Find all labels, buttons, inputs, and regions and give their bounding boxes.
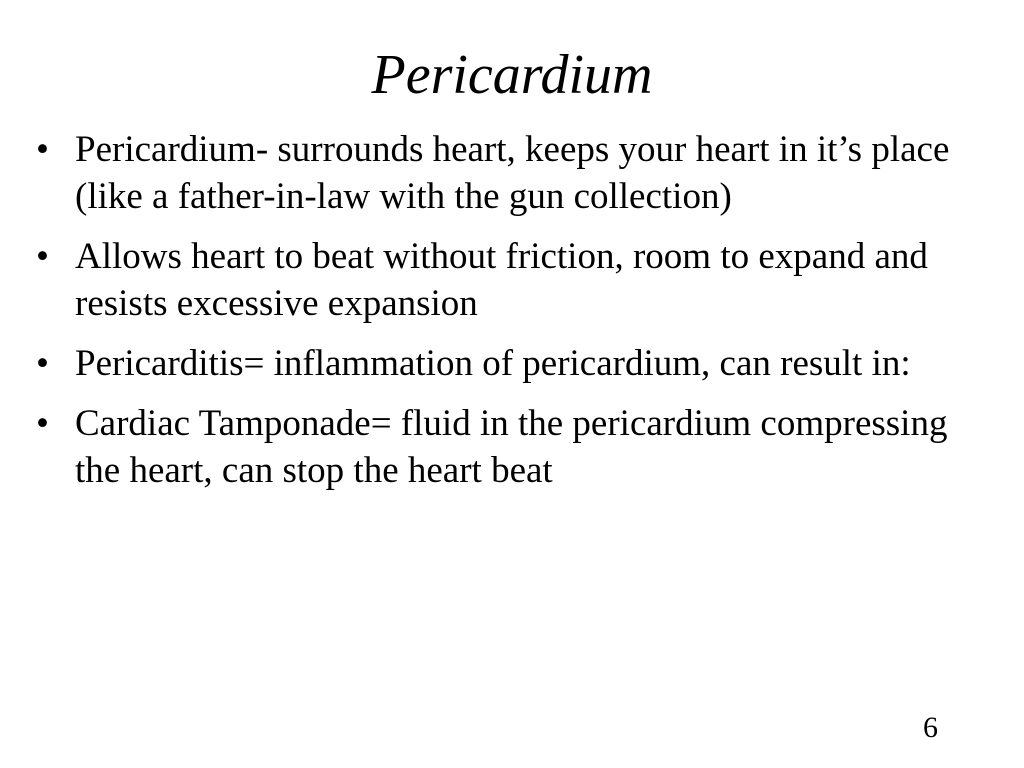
bullet-text: Pericardium- surrounds heart, keeps your heart in it’s place (like a father-in-law with the gun collection) bbox=[75, 129, 950, 217]
page-number: 6 bbox=[923, 711, 938, 744]
bullet-marker: • bbox=[36, 343, 49, 384]
bullet-list bbox=[30, 126, 1000, 507]
bullet-marker: • bbox=[36, 236, 49, 277]
bullet-text: Pericarditis= inflammation of pericardium, can result in: bbox=[75, 343, 911, 384]
slide-title: Pericardium bbox=[371, 44, 653, 106]
bullet-marker: • bbox=[36, 129, 49, 170]
bullet-item bbox=[30, 400, 1000, 494]
bullet-marker: • bbox=[36, 403, 49, 444]
bullet-text: Allows heart to beat without friction, room to expand and resists excessive expansion bbox=[75, 236, 928, 324]
bullet-item bbox=[30, 233, 1000, 327]
bullet-item bbox=[30, 126, 1000, 220]
bullet-text: Cardiac Tamponade= fluid in the pericardium compressing the heart, can stop the heart beat bbox=[75, 403, 948, 491]
bullet-item bbox=[30, 340, 1000, 387]
